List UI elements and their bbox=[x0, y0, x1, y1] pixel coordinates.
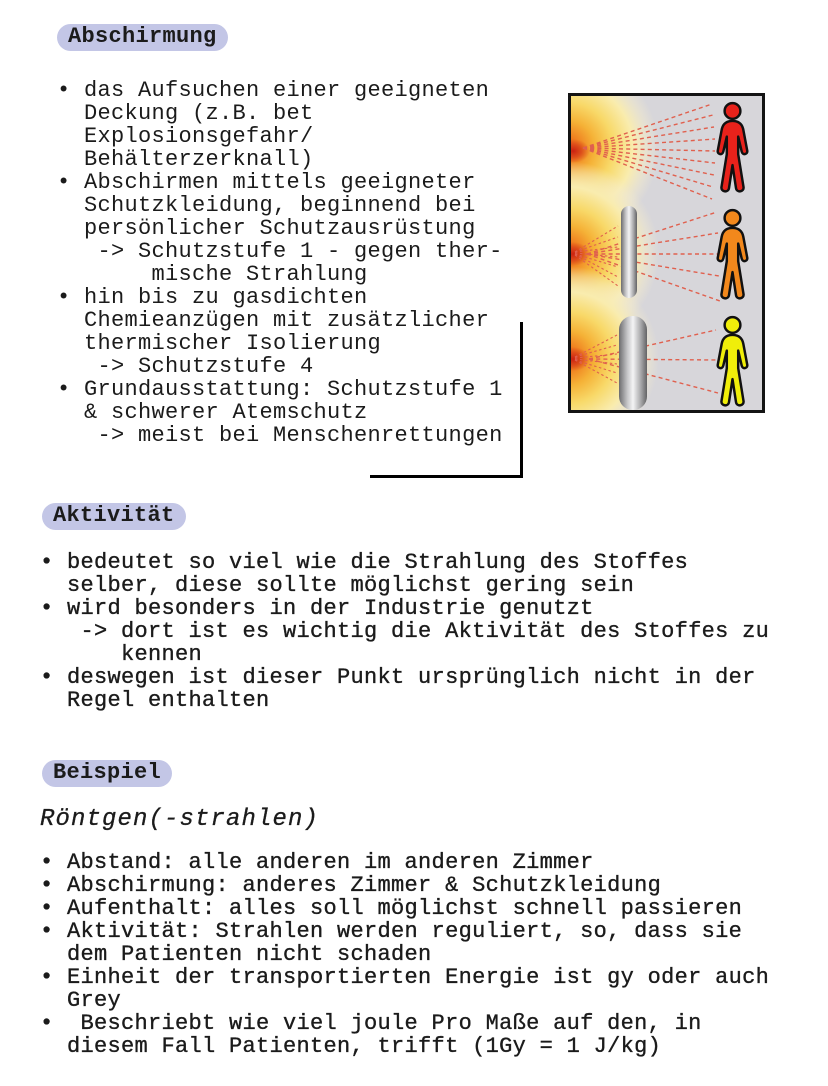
heading-aktivitaet: Aktivität bbox=[42, 503, 186, 530]
text-line: diesem Fall Patienten, trifft (1Gy = 1 J/kg) bbox=[40, 1034, 662, 1059]
text-line: Regel enthalten bbox=[40, 688, 270, 713]
text-line: • bedeutet so viel wie die Strahlung des Stoffes bbox=[40, 550, 689, 575]
text-line: • Abschirmen mittels geeigneter bbox=[57, 170, 476, 195]
text-line: -> Schutzstufe 1 - gegen ther- bbox=[57, 239, 503, 264]
text-line: Schutzkleidung, beginnend bei bbox=[57, 193, 476, 218]
text-line: dem Patienten nicht schaden bbox=[40, 942, 432, 967]
connector-bracket bbox=[370, 322, 523, 478]
text-line: • Abstand: alle anderen im anderen Zimmer bbox=[40, 850, 594, 875]
text-line: -> meist bei Menschenrettungen bbox=[57, 423, 503, 448]
text-line: persönlicher Schutzausrüstung bbox=[57, 216, 476, 241]
text-line: • das Aufsuchen einer geeigneten bbox=[57, 78, 490, 103]
text-line: • wird besonders in der Industrie genutzt bbox=[40, 596, 594, 621]
text-line: • Aufenthalt: alles soll möglichst schnell passieren bbox=[40, 896, 743, 921]
text-line: -> dort ist es wichtig die Aktivität des Stoffes zu bbox=[40, 619, 770, 644]
text-line: • deswegen ist dieser Punkt ursprünglich nicht in der bbox=[40, 665, 756, 690]
text-line: Deckung (z.B. bet bbox=[57, 101, 314, 126]
text-line: • hin bis zu gasdichten bbox=[57, 285, 368, 310]
diagram-svg bbox=[571, 96, 762, 410]
radiation-shielding-diagram bbox=[568, 93, 765, 413]
heading-abschirmung: Abschirmung bbox=[57, 24, 228, 51]
aktivitaet-bullet-list bbox=[40, 551, 769, 712]
beispiel-bullet-list bbox=[40, 851, 769, 1058]
text-line: • Abschirmung: anderes Zimmer & Schutzkleidung bbox=[40, 873, 662, 898]
text-line: • Einheit der transportierten Energie ist gy oder auch bbox=[40, 965, 770, 990]
text-line: selber, diese sollte möglichst gering sein bbox=[40, 573, 635, 598]
text-line: Grey bbox=[40, 988, 122, 1013]
shield-thin bbox=[621, 206, 637, 298]
heading-beispiel: Beispiel bbox=[42, 760, 172, 787]
person-figure-red bbox=[718, 103, 748, 191]
text-line: • Aktivität: Strahlen werden reguliert, so, dass sie bbox=[40, 919, 743, 944]
roentgen-subtitle: Röntgen(-strahlen) bbox=[40, 806, 320, 833]
text-line: -> Schutzstufe 4 bbox=[57, 354, 314, 379]
text-line: & schwerer Atemschutz bbox=[57, 400, 368, 425]
person-figure-yellow bbox=[718, 317, 748, 405]
text-line: thermischer Isolierung bbox=[57, 331, 382, 356]
text-line: Chemieanzügen mit zusätzlicher bbox=[57, 308, 490, 333]
text-line: Explosionsgefahr/ bbox=[57, 124, 314, 149]
text-line: Behälterzerknall) bbox=[57, 147, 314, 172]
text-line: • Beschriebt wie viel joule Pro Maße auf den, in bbox=[40, 1011, 702, 1036]
text-line: • Grundausstattung: Schutzstufe 1 bbox=[57, 377, 503, 402]
shield-thick bbox=[619, 316, 647, 410]
text-line: mische Strahlung bbox=[57, 262, 368, 287]
person-figure-orange bbox=[718, 210, 748, 298]
text-line: kennen bbox=[40, 642, 203, 667]
